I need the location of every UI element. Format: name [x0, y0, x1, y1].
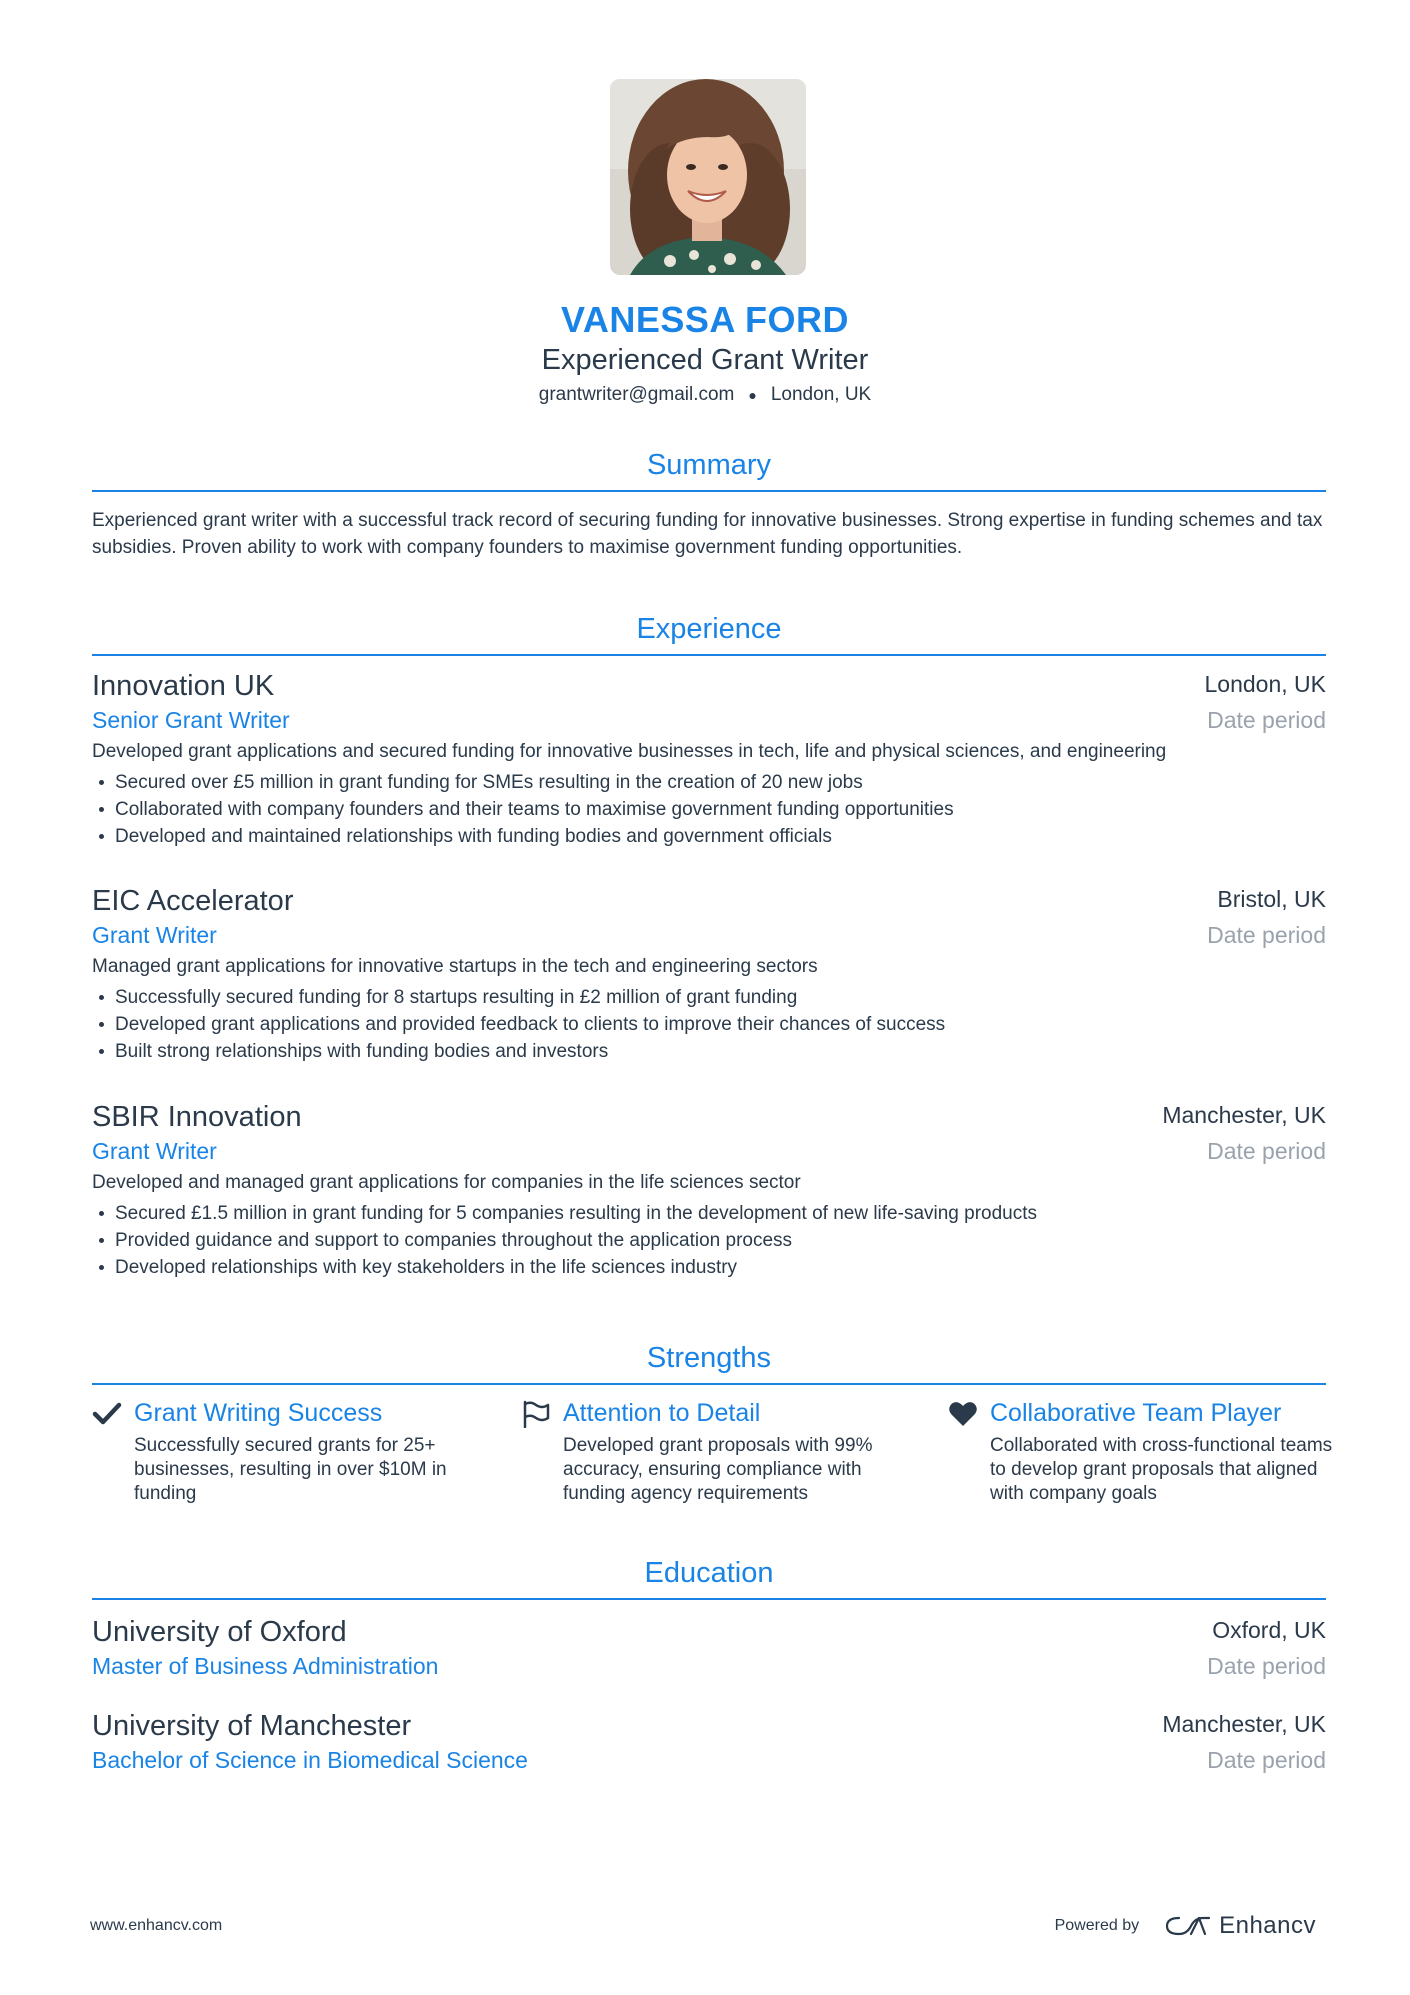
- footer-website[interactable]: www.enhancv.com: [90, 1917, 223, 1934]
- contact-line: [0, 380, 1410, 410]
- achievement-item: Collaborated with company founders and their teams to maximise government funding opportunities: [92, 796, 1326, 823]
- separator-dot: ●: [748, 387, 757, 403]
- profile-photo: [610, 79, 806, 275]
- footer-branding: [1055, 1908, 1316, 1944]
- strength-text: Successfully secured grants for 25+ businesses, resulting in over $10M in funding: [134, 1435, 447, 1504]
- strength-title: Grant Writing Success: [134, 1399, 383, 1427]
- job-description: Managed grant applications for innovative startups in the tech and engineering sectors: [92, 956, 818, 977]
- achievement-item: Secured over £5 million in grant funding for SMEs resulting in the creation of 20 new jobs: [92, 769, 1326, 796]
- heart-icon: [948, 1400, 978, 1428]
- brand-name[interactable]: Enhancv: [1219, 1912, 1316, 1939]
- job-description: Developed grant applications and secured funding for innovative businesses in tech, life and physical sciences, and engineering: [92, 741, 1167, 762]
- enhancv-logo-icon: [1165, 1914, 1211, 1938]
- contact-email[interactable]: grantwriter@gmail.com: [538, 384, 735, 406]
- education-entry: [92, 1708, 1326, 1776]
- flag-icon: [521, 1400, 551, 1428]
- section-title-experience: Experience: [636, 613, 782, 645]
- achievement-list: [92, 769, 1326, 850]
- job-date: Date period: [1207, 707, 1326, 733]
- school-location: Oxford, UK: [1212, 1617, 1326, 1643]
- section-title-education: Education: [644, 1557, 774, 1589]
- achievement-item: Secured £1.5 million in grant funding for 5 companies resulting in the development of new life-saving products: [92, 1200, 1326, 1227]
- strength-title: Attention to Detail: [563, 1399, 761, 1427]
- achievement-item: Built strong relationships with funding bodies and investors: [92, 1038, 1326, 1065]
- section-divider: [92, 1383, 1326, 1385]
- powered-by-label: Powered by: [1054, 1917, 1140, 1934]
- company-name: SBIR Innovation: [92, 1101, 302, 1133]
- job-date: Date period: [1207, 1138, 1326, 1164]
- resume-header: [0, 298, 1410, 410]
- job-location: Manchester, UK: [1162, 1102, 1326, 1128]
- summary-text: Experienced grant writer with a successful track record of securing funding for innovative businesses. Strong expertise in funding schemes and tax subsidies. Proven ability to work with company founders to maximise government funding opportunities.: [92, 510, 1323, 558]
- job-date: Date period: [1207, 922, 1326, 948]
- job-role: Grant Writer: [92, 1138, 217, 1164]
- achievement-item: Provided guidance and support to companies throughout the application process: [92, 1227, 1326, 1254]
- job-role: Grant Writer: [92, 922, 217, 948]
- strengths-row: [92, 1396, 1333, 1506]
- contact-location: London, UK: [770, 384, 872, 406]
- job-description: Developed and managed grant applications for companies in the life sciences sector: [92, 1172, 801, 1193]
- strength-text: Developed grant proposals with 99% accuracy, ensuring compliance with funding agency requirements: [563, 1435, 873, 1504]
- achievement-item: Developed grant applications and provided feedback to clients to improve their chances of success: [92, 1011, 1326, 1038]
- degree-name: Master of Business Administration: [92, 1653, 439, 1679]
- strength-title: Collaborative Team Player: [990, 1399, 1282, 1427]
- study-date: Date period: [1207, 1747, 1326, 1773]
- study-date: Date period: [1207, 1653, 1326, 1679]
- job-location: London, UK: [1204, 671, 1326, 697]
- school-location: Manchester, UK: [1162, 1711, 1326, 1737]
- section-divider: [92, 1598, 1326, 1600]
- job-role: Senior Grant Writer: [92, 707, 290, 733]
- education-entry: [92, 1614, 1326, 1682]
- company-name: Innovation UK: [92, 670, 275, 702]
- candidate-name: VANESSA FORD: [560, 299, 850, 340]
- experience-entry: [92, 883, 1326, 1065]
- experience-entry: [92, 1099, 1326, 1281]
- achievement-item: Successfully secured funding for 8 startups resulting in £2 million of grant funding: [92, 984, 1326, 1011]
- achievement-list: [92, 1200, 1326, 1281]
- achievement-item: Developed relationships with key stakeholders in the life sciences industry: [92, 1254, 1326, 1281]
- degree-name: Bachelor of Science in Biomedical Science: [92, 1747, 528, 1773]
- section-divider: [92, 490, 1326, 492]
- achievement-item: Developed and maintained relationships with funding bodies and government officials: [92, 823, 1326, 850]
- school-name: University of Manchester: [92, 1710, 412, 1742]
- section-title-strengths: Strengths: [646, 1342, 772, 1374]
- section-divider: [92, 654, 1326, 656]
- section-title-summary: Summary: [646, 449, 772, 481]
- strength-text: Collaborated with cross-functional teams to develop grant proposals that aligned with company goals: [990, 1435, 1333, 1504]
- school-name: University of Oxford: [92, 1616, 347, 1648]
- candidate-title: Experienced Grant Writer: [541, 344, 869, 376]
- checkmark-icon: [92, 1400, 122, 1428]
- company-name: EIC Accelerator: [92, 885, 294, 917]
- experience-entry: [92, 668, 1326, 850]
- achievement-list: [92, 984, 1326, 1065]
- job-location: Bristol, UK: [1217, 886, 1326, 912]
